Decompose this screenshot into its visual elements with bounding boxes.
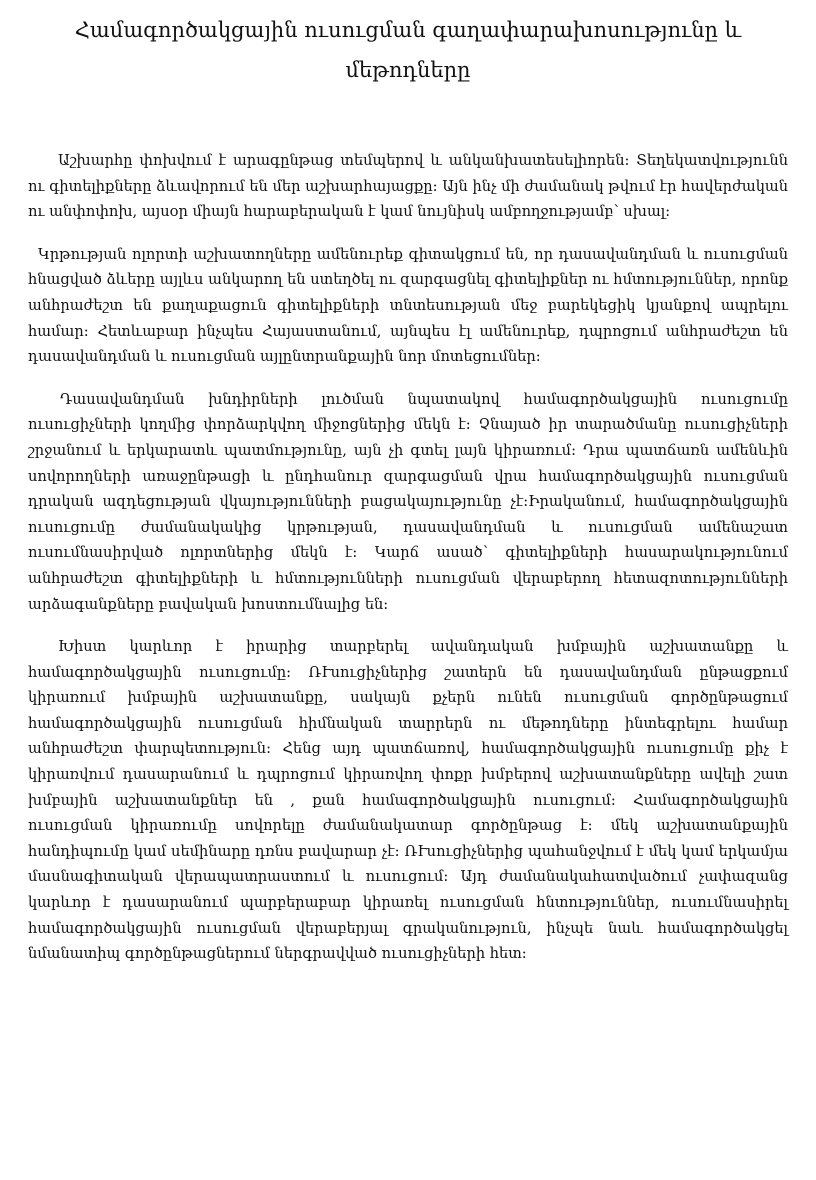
paragraph-3: Դասավանդման խնդիրների լուծման նպատակով համագործակցային ուսուցումը ուսուցիչների կողմից փորձարկվող միջոցներից մեկն է: Չնայած իր տարածմանը ուսուցիչների շրջանում և երկարատև պատմությունը, այն չի գտել լայն կիրառում: Դրա պատճառն ամենևին սովորողների առաջընթացի և ընդհանուր զարգացման վրա համագործակցային ուսուցման դրական ազդեցության վկայությունների բացակայությունը չէ:Իրականում, համագործակցային ուսուցումը ժամանակակից կրթության, դասավանդման և ուսուցման ամենաշատ ուսումնասիրված ոլորտներից մեկն է: Կարճ ասած՝ գիտելիքների հասարակությունում անհրաժեշտ գիտելիքների և հմտությունների ուսուցման վերաբերող հետազոտությունների արձագանքները բավական խոստումնալից են: [28,390,788,613]
paragraph-1: Աշխարհը փոխվում է արագընթաց տեմպերով և անկանխատեսելիորեն: Տեղեկատվությունն ու գիտելիքները ձևավորում են մեր աշխարհայացքը: Այն ինչ մի ժամանակ թվում էր հավերժական ու անփոփոխ, այսօր միայն հարաբերական է կամ նույնիսկ ամբողջությամբ՝ սխալ: [28,152,788,221]
paragraph-4: Խիստ կարևոր է իրարից տարբերել ավանդական խմբային աշխատանքը և համագործակցային ուսուցումը: ՌՒսուցիչներից շատերն են դասավանդման ընթացքում կիրառում խմբային աշխատանքը, սակայն քչերն ունեն ուսուցման գործընթացում համագործակցային ուսուցման հիմնական տարրերն ու մեթոդները ինտեգրելու համար անհրաժեշտ փարպետություն: Հենց այդ պատճառով, համագործակցային ուսուցումը քիչ է կիրառվում դասարանում և դպրոցում կիրառվող փոքր խմբերով աշխատանքները ավելի շատ խմբային աշխատանքներ են , քան համագործակցային ուսուցում: Համագործակցային ուսուցման կիրառումը սովորելը ժամանակատար գործընթաց է: մեկ աշխատանքային հանդիպումը կամ սեմինարը դռնս բավարար չէ: ՌՒսուցիչներից պահանջվում է մեկ կամ երկամյա մասնագիտական վերապատրաստում և ուսուցում: Այդ ժամանակահատվածում չափազանց կարևոր է դասարանում պարբերաբար կիրառել ուսուցման հնտություններ, ուսումնասիրել համագործակցային ուսուցման վերաբերյալ գրականություն, ինչպե նաև համագործակցել նմանատիպ գործընթացներում ներգրավված ուսուցիչների հետ: [28,638,788,963]
document-title: Համագործակցային ուսուցման գաղափարախոսությունը և մեթոդները [74,18,742,82]
paragraph-2: Կրթության ոլորտի աշխատողները ամենուրեք գիտակցում են, որ դասավանդման և ուսուցման հնացված ձևերը այլևս անկարող են ստեղծել ու զարգացնել գիտելիքներ ու հմտություններ, որոնք անհրաժեշտ են քաղաքացուն գիտելիքների տնտեսության մեջ բարեկեցիկ կյանքով ապրելու համար: Հետևաբար ինչպես Հայաստանում, այնպես էլ ամենուրեք, դպրոցում անհրաժեշտ են դասավանդման և ուսուցման այլընտրանքային նոր մոտեցումներ: [28,245,788,366]
